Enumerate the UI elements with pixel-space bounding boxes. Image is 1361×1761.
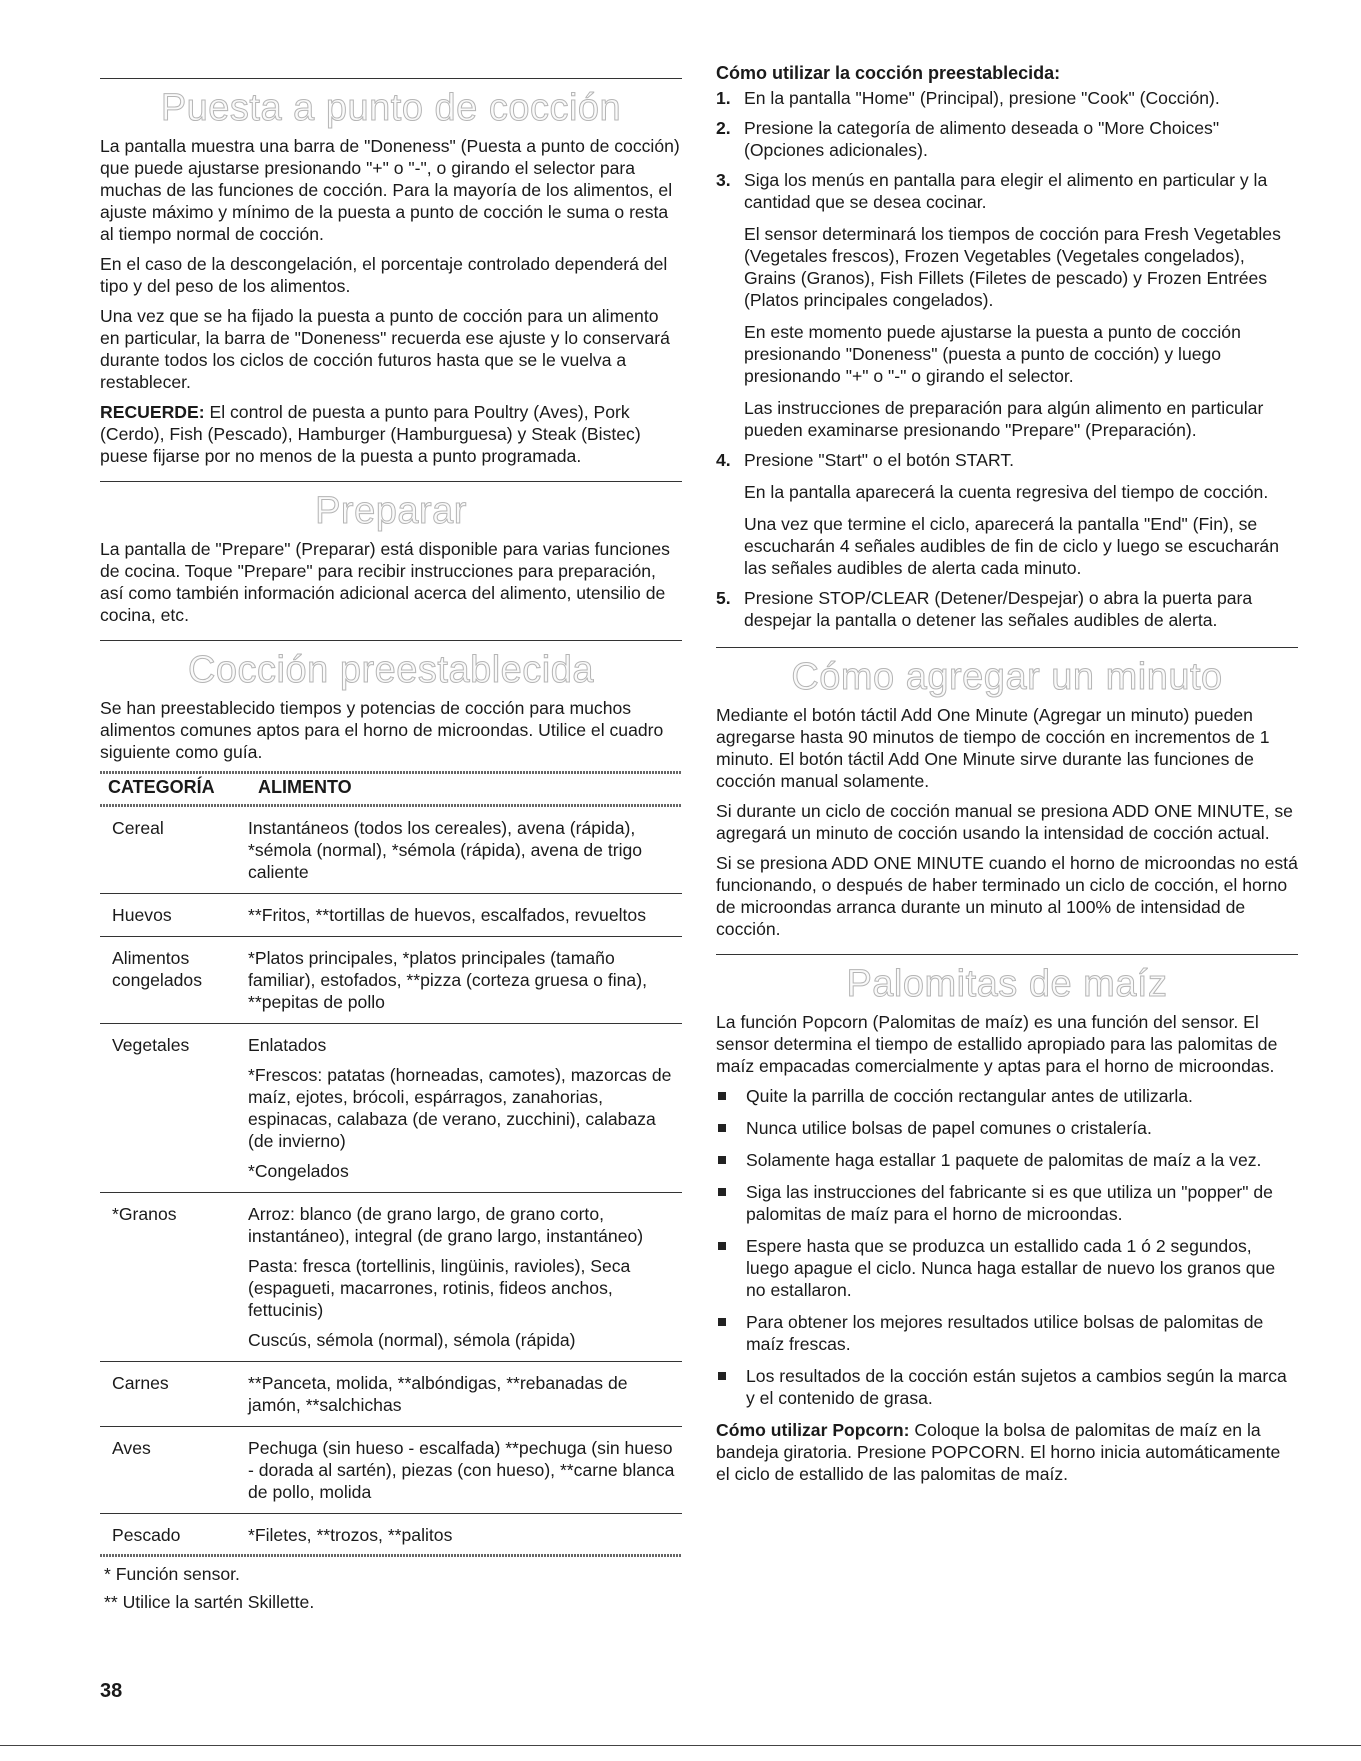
row-category: Aves: [112, 1438, 151, 1458]
right-column: [716, 62, 1298, 1493]
step-paragraph: Presione "Start" o el botón START.: [744, 450, 1015, 470]
step-paragraph: Presione la categoría de alimento deseada o "More Choices" (Opciones adicionales).: [744, 118, 1220, 160]
table-row: [100, 1193, 682, 1362]
table-header: [100, 774, 682, 804]
row-food: [248, 1524, 682, 1546]
preset-title: Cocción preestablecida: [187, 649, 594, 691]
bullet-item: [716, 1365, 1298, 1409]
step-body: [744, 117, 1298, 161]
header-food: ALIMENTO: [258, 777, 352, 797]
table-body: [100, 807, 682, 1554]
step-paragraph: Presione STOP/CLEAR (Detener/Despejar) o abra la puerta para despejar la pantalla o detener las señales audibles de alerta.: [744, 588, 1253, 630]
step-body: [744, 87, 1298, 109]
step-item: [716, 587, 1298, 631]
row-category: Pescado: [112, 1525, 181, 1545]
row-category: Carnes: [112, 1373, 169, 1393]
food-line: *Platos principales, *platos principales (tamaño familiar), estofados, **pizza (corteza gruesa o fina), **pepitas de pollo: [248, 948, 647, 1012]
food-line: *Filetes, **trozos, **palitos: [248, 1525, 453, 1545]
table-row: [100, 1427, 682, 1514]
row-food: [248, 947, 682, 1013]
prepare-title: Preparar: [315, 490, 467, 532]
table-bottom-rule: [100, 1554, 682, 1557]
step-paragraph: En la pantalla aparecerá la cuenta regresiva del tiempo de cocción.: [744, 482, 1269, 502]
bullet-text: Quite la parrilla de cocción rectangular antes de utilizarla.: [746, 1086, 1193, 1106]
section-divider: [100, 481, 682, 482]
reminder-text: El control de puesta a punto para Poultry (Aves), Pork (Cerdo), Fish (Pescado), Hamburger (Hamburguesa) y Steak (Bistec) puese fijarse por no menos de la puesta a punto programada.: [100, 402, 641, 466]
step-item: [716, 169, 1298, 441]
food-line: *Congelados: [248, 1161, 349, 1181]
add-minute-title: Cómo agregar un minuto: [791, 656, 1223, 698]
footnote-skillet: ** Utilice la sartén Skillette.: [104, 1592, 315, 1612]
food-line: Pasta: fresca (tortellinis, lingüinis, ravioles), Seca (espagueti, macarrones, rotinis, fideos anchos, fettucinis): [248, 1256, 631, 1320]
header-category: CATEGORÍA: [108, 777, 215, 797]
popcorn-howto-label: Cómo utilizar Popcorn:: [716, 1420, 910, 1440]
bullet-item: [716, 1181, 1298, 1225]
bullet-item: [716, 1149, 1298, 1171]
popcorn-howto: [716, 1419, 1298, 1485]
food-line: Arroz: blanco (de grano largo, de grano corto, instantáneo), integral (de grano largo, instantáneo): [248, 1204, 644, 1246]
table-row: [100, 807, 682, 894]
bullet-item: [716, 1117, 1298, 1139]
left-column: [100, 78, 682, 1613]
bullet-text: Nunca utilice bolsas de papel comunes o cristalería.: [746, 1118, 1152, 1138]
row-food: [248, 904, 682, 926]
food-line: **Fritos, **tortillas de huevos, escalfados, revueltos: [248, 905, 647, 925]
bullet-item: [716, 1085, 1298, 1107]
step-number: 1.: [716, 88, 731, 108]
food-line: Instantáneos (todos los cereales), avena (rápida), *sémola (normal), *sémola (rápida), avena de trigo caliente: [248, 818, 643, 882]
row-food: [248, 1372, 682, 1416]
row-category: Huevos: [112, 905, 172, 925]
step-item: [716, 449, 1298, 579]
row-category: Alimentos congelados: [112, 948, 202, 990]
bullet-text: Solamente haga estallar 1 paquete de palomitas de maíz a la vez.: [746, 1150, 1262, 1170]
step-paragraph: Una vez que termine el ciclo, aparecerá la pantalla "End" (Fin), se escucharán 4 señales audibles de fin de ciclo y luego se escucharán las señales audibles de alerta cada minuto.: [744, 514, 1279, 578]
add-minute-paragraph-3: Si se presiona ADD ONE MINUTE cuando el horno de microondas no está funcionando, o después de haber terminado un ciclo de cocción, el horno de microondas arranca durante un minuto al 100% de intensidad de cocción.: [716, 853, 1298, 939]
table-row: [100, 894, 682, 937]
table-row: [100, 1514, 682, 1554]
step-number: 3.: [716, 170, 731, 190]
step-item: [716, 87, 1298, 109]
row-category: Vegetales: [112, 1035, 190, 1055]
step-body: [744, 169, 1298, 441]
bullet-text: Para obtener los mejores resultados utilice bolsas de palomitas de maíz frescas.: [746, 1312, 1264, 1354]
row-food: [248, 1203, 682, 1351]
step-paragraph: Las instrucciones de preparación para algún alimento en particular pueden examinarse presionando "Prepare" (Preparación).: [744, 398, 1264, 440]
step-paragraph: Siga los menús en pantalla para elegir el alimento en particular y la cantidad que se desea cocinar.: [744, 170, 1268, 212]
food-line: Cuscús, sémola (normal), sémola (rápida): [248, 1330, 576, 1350]
step-paragraph: En este momento puede ajustarse la puesta a punto de cocción presionando "Doneness" (puesta a punto de cocción) y luego presionando "+" o "-" o girando el selector.: [744, 322, 1241, 386]
row-food: [248, 817, 682, 883]
step-paragraph: El sensor determinará los tiempos de cocción para Fresh Vegetables (Vegetales frescos), Frozen Vegetables (Vegetales congelados), Grains (Granos), Fish Fillets (Filetes de pescado) y Frozen Entrées (Platos principales congelados).: [744, 224, 1281, 310]
step-body: [744, 587, 1298, 631]
row-category: *Granos: [112, 1204, 177, 1224]
footnote-sensor: * Función sensor.: [104, 1564, 240, 1584]
popcorn-howto-text: Coloque la bolsa de palomitas de maíz en la bandeja giratoria. Presione POPCORN. El horno inicia automáticamente el ciclo de estallido de las palomitas de maíz.: [716, 1420, 1281, 1484]
step-number: 5.: [716, 588, 731, 608]
food-line: Enlatados: [248, 1035, 327, 1055]
section-divider: [716, 647, 1298, 648]
food-line: *Frescos: patatas (horneadas, camotes), mazorcas de maíz, ejotes, brócoli, espárragos, zanahorias, espinacas, calabaza (de verano, zucchini), calabaza (de invierno): [248, 1065, 672, 1151]
step-body: [744, 449, 1298, 579]
table-row: [100, 1362, 682, 1427]
doneness-paragraph-2: En el caso de la descongelación, el porcentaje controlado dependerá del tipo y del peso de los alimentos.: [100, 254, 668, 296]
bullet-square-icon: [716, 1235, 746, 1301]
howto-preset-heading: Cómo utilizar la cocción preestablecida:: [716, 63, 1061, 83]
section-divider: [100, 640, 682, 641]
step-paragraph: En la pantalla "Home" (Principal), presione "Cook" (Cocción).: [744, 88, 1220, 108]
section-divider: [716, 954, 1298, 955]
section-divider: [100, 78, 682, 79]
step-number: 2.: [716, 118, 731, 138]
bullet-item: [716, 1311, 1298, 1355]
row-food: [248, 1437, 682, 1503]
doneness-paragraph-3: Una vez que se ha fijado la puesta a punto de cocción para un alimento en particular, la barra de "Doneness" recuerda ese ajuste y lo conservará durante todos los ciclos de cocción futuros hasta que se le vuelva a restablecer.: [100, 306, 670, 392]
food-line: **Panceta, molida, **albóndigas, **rebanadas de jamón, **salchichas: [248, 1373, 628, 1415]
bullet-square-icon: [716, 1117, 746, 1139]
bullet-text: Los resultados de la cocción están sujetos a cambios según la marca y el contenido de grasa.: [746, 1366, 1287, 1408]
bullet-text: Siga las instrucciones del fabricante si es que utiliza un "popper" de palomitas de maíz para el horno de microondas.: [746, 1182, 1273, 1224]
bullet-square-icon: [716, 1085, 746, 1107]
page-bottom-rule: [0, 1745, 1361, 1746]
bullet-square-icon: [716, 1365, 746, 1409]
doneness-paragraph-1: La pantalla muestra una barra de "Doneness" (Puesta a punto de cocción) que puede ajustarse presionando "+" o "-", o girando el selector para muchas de las funciones de cocción. Para la mayoría de los alimentos, el ajuste máximo y mínimo de la puesta a punto de cocción le suma o resta al tiempo normal de cocción.: [100, 136, 680, 244]
preset-paragraph: Se han preestablecido tiempos y potencias de cocción para muchos alimentos comunes aptos para el horno de microondas. Utilice el cuadro siguiente como guía.: [100, 698, 664, 762]
doneness-title: Puesta a punto de cocción: [160, 87, 622, 129]
step-number: 4.: [716, 450, 731, 470]
add-minute-paragraph-1: Mediante el botón táctil Add One Minute (Agregar un minuto) pueden agregarse hasta 90 minutos de tiempo de cocción en incrementos de 1 minuto. El botón táctil Add One Minute sirve durante las funciones de cocción manual solamente.: [716, 705, 1270, 791]
table-row: [100, 937, 682, 1024]
popcorn-paragraph: La función Popcorn (Palomitas de maíz) es una función del sensor. El sensor determina el tiempo de estallido apropiado para las palomitas de maíz empacadas comercialmente y aptas para el horno de microondas.: [716, 1012, 1278, 1076]
row-food: [248, 1034, 682, 1182]
howto-preset-steps: [716, 87, 1298, 631]
table-row: [100, 1024, 682, 1193]
row-category: Cereal: [112, 818, 164, 838]
popcorn-bullets: [716, 1085, 1298, 1409]
bullet-item: [716, 1235, 1298, 1301]
bullet-square-icon: [716, 1311, 746, 1355]
bullet-square-icon: [716, 1149, 746, 1171]
doneness-reminder: [100, 401, 682, 467]
food-line: Pechuga (sin hueso - escalfada) **pechuga (sin hueso - dorada al sartén), piezas (con hueso), **carne blanca de pollo, molida: [248, 1438, 675, 1502]
page-number: 38: [100, 1680, 123, 1702]
bullet-text: Espere hasta que se produzca un estallido cada 1 ó 2 segundos, luego apague el ciclo. Nunca haga estallar de nuevo los granos que no estallaron.: [746, 1236, 1276, 1300]
prepare-paragraph: La pantalla de "Prepare" (Preparar) está disponible para varias funciones de cocina. Toque "Prepare" para recibir instrucciones para preparación, así como también información adicional acerca del alimento, utensilio de cocina, etc.: [100, 539, 670, 625]
step-item: [716, 117, 1298, 161]
bullet-square-icon: [716, 1181, 746, 1225]
popcorn-title: Palomitas de maíz: [846, 963, 1168, 1005]
preset-table: [100, 771, 682, 1557]
add-minute-paragraph-2: Si durante un ciclo de cocción manual se presiona ADD ONE MINUTE, se agregará un minuto de cocción usando la intensidad de cocción actual.: [716, 801, 1293, 843]
reminder-label: RECUERDE:: [100, 402, 205, 422]
